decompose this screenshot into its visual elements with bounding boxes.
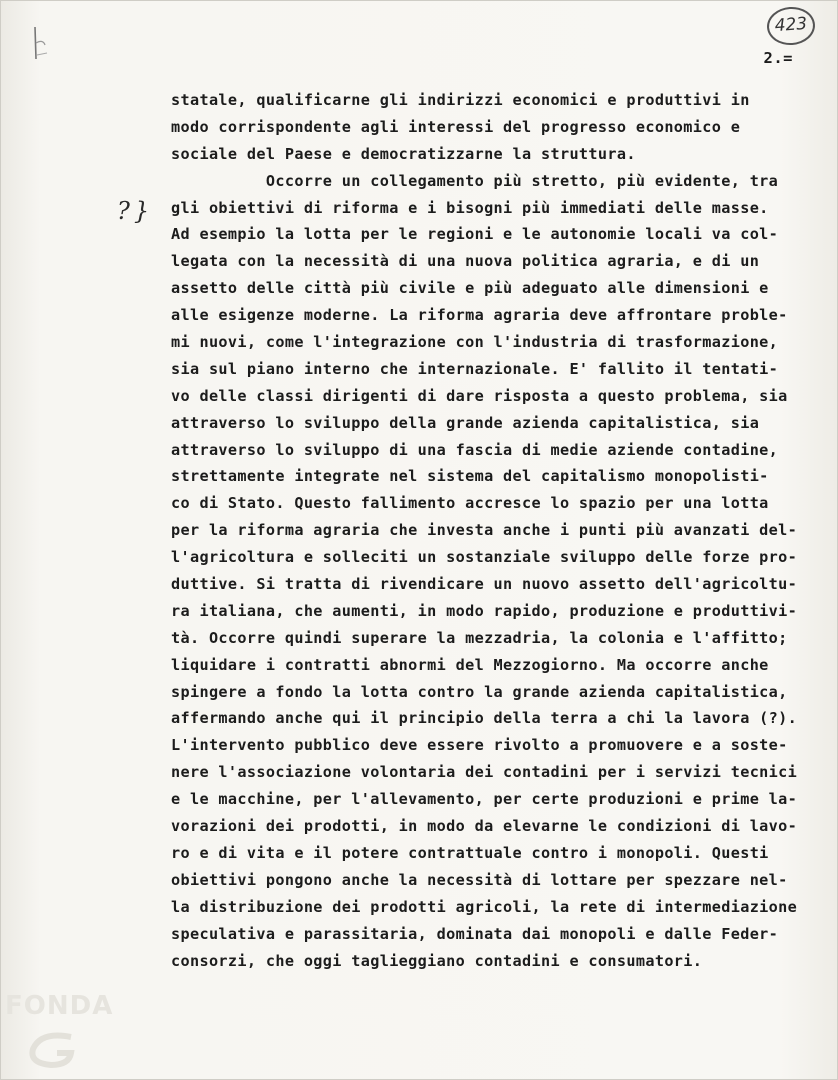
pencil-corner-mark (31, 25, 53, 63)
text-line: e le macchine, per l'allevamento, per certe produzioni e prime la- (171, 790, 798, 809)
text-line: obiettivi pongono anche la necessità di lottare per spezzare nel- (171, 870, 788, 889)
text-line: ro e di vita e il potere contrattuale contro i monopoli. Questi (171, 843, 769, 862)
text-line: per la riforma agraria che investa anche i punti più avanzati del- (171, 521, 798, 540)
text-line: strettamente integrate nel sistema del capitalismo monopolisti- (171, 467, 769, 486)
text-line: Occorre un collegamento più stretto, più evidente, tra (171, 171, 779, 190)
handwritten-margin-note: ?} (117, 197, 154, 225)
text-line: tà. Occorre quindi superare la mezzadria, la colonia e l'affitto; (171, 628, 788, 647)
text-line: spingere a fondo la lotta contro la grande azienda capitalistica, (171, 682, 788, 701)
text-line: consorzi, che oggi taglieggiano contadini e consumatori. (171, 951, 703, 970)
text-line: l'agricoltura e solleciti un sostanziale sviluppo delle forze pro- (171, 548, 798, 567)
text-line: nere l'associazione volontaria dei contadini per i servizi tecnici (171, 763, 798, 782)
text-line: co di Stato. Questo fallimento accresce lo spazio per una lotta (171, 494, 769, 513)
text-line: gli obiettivi di riforma e i bisogni più immediati delle masse. (171, 198, 769, 217)
text-line: modo corrispondente agli interessi del progresso economico e (171, 117, 741, 136)
watermark-logo-icon (21, 1029, 81, 1069)
archive-page-number-circled: 423 (766, 5, 817, 46)
text-line: duttive. Si tratta di rivendicare un nuovo assetto dell'agricoltu- (171, 575, 798, 594)
text-line: statale, qualificarne gli indirizzi economici e produttivi in (171, 91, 750, 109)
text-line: sia sul piano interno che internazionale. E' fallito il tentati- (171, 359, 779, 378)
text-line: liquidare i contratti abnormi del Mezzogiorno. Ma occorre anche (171, 655, 769, 674)
text-line: alle esigenze moderne. La riforma agraria deve affrontare proble- (171, 306, 788, 325)
text-line: mi nuovi, come l'integrazione con l'industria di trasformazione, (171, 333, 779, 352)
text-line: ra italiana, che aumenti, in modo rapido, produzione e produttivi- (171, 601, 798, 620)
text-line: legata con la necessità di una nuova politica agraria, e di un (171, 252, 760, 271)
text-line: vorazioni dei prodotti, in modo da elevarne le condizioni di lavo- (171, 817, 798, 836)
text-line: la distribuzione dei prodotti agricoli, la rete di intermediazione (171, 897, 798, 916)
text-line: speculativa e parassitaria, dominata dai monopoli e dalle Feder- (171, 924, 779, 943)
text-line: attraverso lo sviluppo della grande azienda capitalistica, sia (171, 413, 760, 432)
text-line: assetto delle città più civile e più adeguato alle dimensioni e (171, 279, 769, 298)
text-line: vo delle classi dirigenti di dare risposta a questo problema, sia (171, 386, 788, 405)
text-line: L'intervento pubblico deve essere rivolto a promuovere e a soste- (171, 736, 788, 755)
text-line: Ad esempio la lotta per le regioni e le autonomie locali va col- (171, 225, 779, 244)
page-number: 2.= (763, 49, 793, 67)
document-body-text (171, 87, 831, 974)
archive-watermark: FONDA (5, 991, 114, 1021)
text-line: sociale del Paese e democratizzarne la struttura. (171, 144, 636, 163)
text-line: affermando anche qui il principio della terra a chi la lavora (?). (171, 709, 798, 728)
text-line: attraverso lo sviluppo di una fascia di medie aziende contadine, (171, 440, 779, 459)
